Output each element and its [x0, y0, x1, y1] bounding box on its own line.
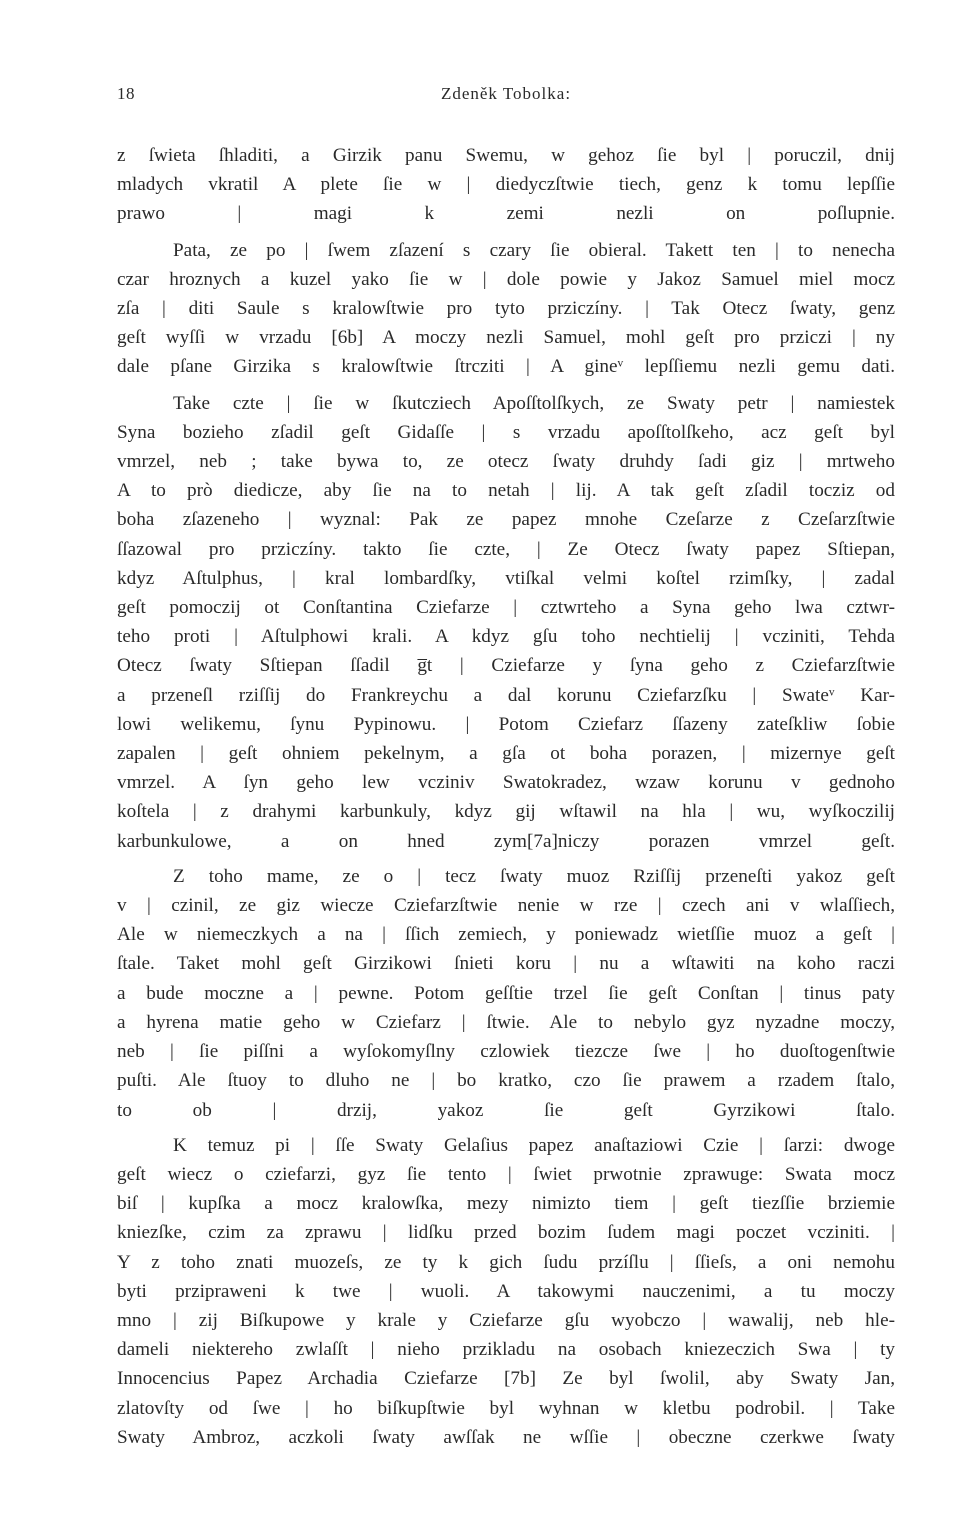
text-line: A to prò diedicze, aby ſie na to netah | lij. A tak geſt zſadil tocziz od — [117, 480, 895, 502]
text-line: boha zſazeneho | wyznal: Pak ze papez mnohe Czeſarze z Czeſarzſtwie — [117, 509, 895, 531]
text-line: Take czte | ſie w ſkutcziech Apoſſtolſkych, ze Swaty petr | namiestek — [173, 392, 895, 414]
text-line: a przeneſl rziſſij do Frankreychu a dal korunu Cziefarzſku | Swateᵛ Kar- — [117, 684, 895, 706]
paragraph — [117, 141, 895, 229]
text-body — [117, 141, 895, 1452]
text-line: dale pſane Girzika s kralowſtwie ſtrcziti | A gineᵛ lepſſiemu nezli gemu dati. — [117, 356, 895, 378]
text-line: v | czinil, ze giz wiecze Cziefarzſtwie nenie w rze | czech ani v wlaſſiech, — [117, 895, 895, 917]
text-line: mno | zij Biſkupowe y krale y Cziefarze gſu wyobczo | wawalij, neb hle- — [117, 1309, 895, 1331]
paragraph — [117, 236, 895, 382]
page-header — [117, 84, 895, 120]
text-line: mladych vkratil A plete ſie w | diedyczſtwie tiech, genz k tomu lepſſie — [117, 174, 895, 196]
text-line: vmrzel. A ſyn geho lew vcziniv Swatokradez, wzaw korunu v gednoho — [117, 772, 895, 794]
page-number: 18 — [117, 84, 135, 103]
text-line: dameli niektereho zwlaſſt | nieho przikladu na osobach kniezeczich Swa | ty — [117, 1339, 895, 1361]
text-line: Ale w niemeczkych a na | ſſich zemiech, y poniewadz wietſſie muoz a geſt | — [117, 924, 895, 946]
paragraph — [117, 1131, 895, 1452]
text-line: puſti. Ale ſtuoy to dluho ne | bo kratko, czo ſie prawem a rzadem ſtalo, — [117, 1070, 895, 1092]
text-line: neb | ſie piſſni a wyſokomyſlny czlowiek tiezcze ſwe | ho duoſtogenſtwie — [117, 1041, 895, 1063]
text-line: Innocencius Papez Archadia Cziefarze [7b] Ze byl ſwolil, aby Swaty Jan, — [117, 1368, 895, 1390]
text-line: vmrzel, neb ; take bywa to, ze otecz ſwaty druhdy ſadi giz | mrtweho — [117, 451, 895, 473]
text-line: a bude moczne a | pewne. Potom geſſtie trzel ſie geſt Conſtan | tinus paty — [117, 982, 895, 1004]
text-line: Otecz ſwaty Sſtiepan ſſadil g̅t | Cziefarze y ſyna geho z Cziefarzſtwie — [117, 655, 895, 677]
text-line: kniezſke, czim za zprawu | lidſku przed bozim ſudem magi poczet vcziniti. | — [117, 1222, 895, 1244]
paragraph-gap — [117, 229, 895, 236]
text-line: byti przipraweni k twe | wuoli. A takowymi nauczenimi, a tu moczy — [117, 1280, 895, 1302]
text-line: karbunkulowe, a on hned zym[7a]niczy porazen vmrzel geſt. — [117, 830, 895, 852]
text-line: biſ | kupſka a mocz kralowſka, mezy nimizto tiem | geſt tiezſſie brziemie — [117, 1193, 895, 1215]
text-line: geſt wyſſi w vrzadu [6b] A moczy nezli Samuel, mohl geſt pro prziczi | ny — [117, 327, 895, 349]
text-line: teho proti | Aſtulphowi krali. A kdyz gſu toho nechtielij | vcziniti, Tehda — [117, 626, 895, 648]
text-line: koſtela | z drahymi karbunkuly, kdyz gij wſtawil na hla | wu, wyſkoczilij — [117, 801, 895, 823]
text-line: to ob | drzij, yakoz ſie geſt Gyrzikowi ſtalo. — [117, 1099, 895, 1121]
text-line: ſtale. Taket mohl geſt Girzikowi ſnieti koru | nu a wſtawiti na koho raczi — [117, 953, 895, 975]
text-line: Syna bozieho zſadil geſt Gidaſſe | s vrzadu apoſſtolſkeho, acz geſt byl — [117, 421, 895, 443]
text-line: z ſwieta ſhladiti, a Girzik panu Swemu, w gehoz ſie byl | poruczil, dnij — [117, 145, 895, 166]
text-line: zapalen | geſt ohniem pekelnym, a gſa ot boha porazen, | mizernye geſt — [117, 743, 895, 765]
text-line: prawo | magi k zemi nezli on poſlupnie. — [117, 203, 895, 225]
text-line: Swaty Ambroz, aczkoli ſwaty awſſak ne wſſie | obeczne czerkwe ſwaty — [117, 1426, 895, 1448]
text-line: a hyrena matie geho w Cziefarz | ſtwie. Ale to nebylo gyz nyzadne moczy, — [117, 1011, 895, 1033]
page — [117, 84, 895, 1514]
text-line: ſſazowal pro prziczíny. takto ſie czte, | Ze Otecz ſwaty papez Sſtiepan, — [117, 538, 895, 560]
text-line: Z toho mame, ze o | tecz ſwaty muoz Rziſſij przeneſti yakoz geſt — [173, 865, 895, 887]
text-line: lowi welikemu, ſynu Pypinowu. | Potom Cziefarz ſſazeny zateſkliw ſobie — [117, 713, 895, 735]
paragraph — [117, 389, 895, 856]
text-line: zſa | diti Saule s kralowſtwie pro tyto prziczíny. | Tak Otecz ſwaty, genz — [117, 298, 895, 320]
text-line: Pata, ze po | ſwem zſazení s czary ſie obieral. Takett ten | to nenecha — [173, 239, 895, 261]
text-line: czar hroznych a kuzel yako ſie w | dole powie y Jakoz Samuel miel mocz — [117, 268, 895, 290]
running-head: Zdeněk Tobolka: — [440, 84, 572, 103]
text-line: kdyz Aſtulphus, | kral lombardſky, vtiſkal velmi koſtel rzimſky, | zadal — [117, 567, 895, 589]
text-line: Y z toho znati muozeſs, ze ty k gich ſudu przíſlu | ſſieſs, a oni nemohu — [117, 1251, 895, 1273]
text-line: K temuz pi | ſſe Swaty Gelaſius papez anaſtaziowi Czie | ſarzi: dwoge — [173, 1134, 895, 1156]
text-line: geſt wiecz o cziefarzi, gyz ſie tento | ſwiet prwotnie zprawuge: Swata mocz — [117, 1163, 895, 1185]
text-line: zlatovſty od ſwe | ho biſkupſtwie byl wyhnan w kletbu podrobil. | Take — [117, 1397, 895, 1419]
text-line: geſt pomoczij ot Conſtantina Cziefarze | cztwrteho a Syna geho lwa cztwr- — [117, 597, 895, 619]
paragraph — [117, 862, 895, 1125]
paragraph-gap — [117, 382, 895, 389]
